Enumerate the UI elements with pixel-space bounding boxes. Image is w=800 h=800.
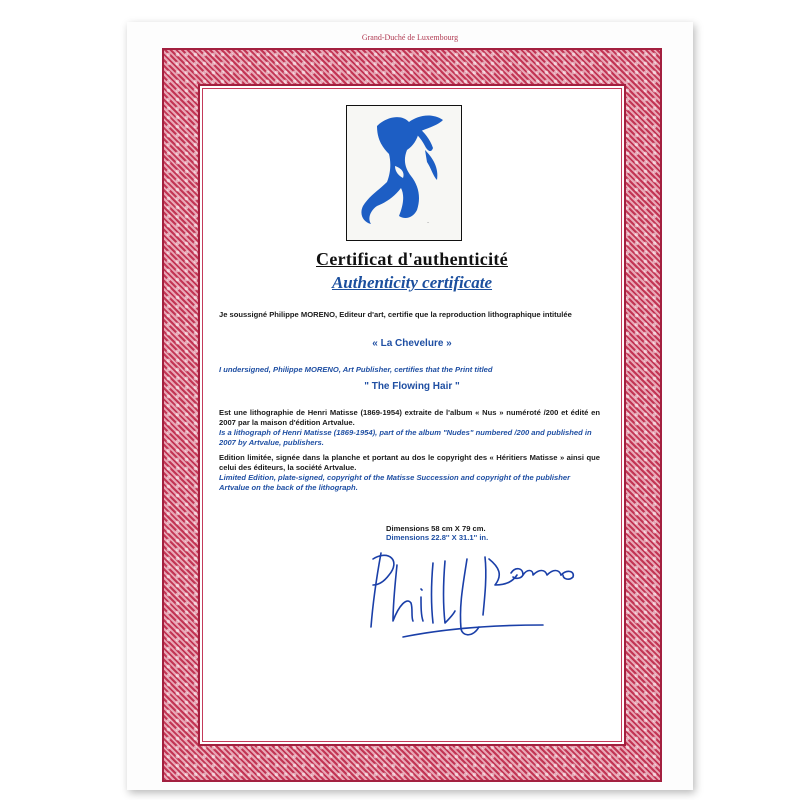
- dimensions-block: [386, 524, 488, 542]
- title-english: Authenticity certificate: [331, 273, 493, 292]
- artwork-thumbnail: [346, 105, 462, 241]
- certificate-page: [127, 22, 693, 790]
- work-title-english: " The Flowing Hair ": [364, 381, 460, 392]
- publisher-signature: [363, 545, 583, 650]
- intro-english: I undersigned, Philippe MORENO, Art Publisher, certifies that the Print titled: [219, 365, 493, 374]
- flowing-hair-figure-image: [347, 106, 461, 240]
- signature-image: [363, 545, 583, 645]
- edition-english: Limited Edition, plate-signed, copyright of the Matisse Succession and copyright of the publisher Artvalue on the back of the lithograph.: [219, 473, 571, 492]
- description-english: Is a lithograph of Henri Matisse (1869-1954), part of the album "Nudes" numbered /200 and published in 2007 by Artvalue, publishers.: [219, 428, 592, 447]
- edition-french: Edition limitée, signée dans la planche et portant au dos le copyright des « Héritiers Matisse » ainsi que celui des éditeurs, la société Artvalue.: [219, 453, 600, 472]
- title-french: Certificat d'authenticité: [316, 249, 508, 269]
- decorative-border: [162, 48, 662, 782]
- work-title-french: « La Chevelure »: [372, 338, 452, 349]
- description-french: Est une lithographie de Henri Matisse (1869-1954) extraite de l'album « Nus » numéroté /200 et édité en 2007 par la maison d'édition Artvalue.: [219, 408, 600, 427]
- location-header: Grand-Duché de Luxembourg: [361, 33, 459, 42]
- intro-french: Je soussigné Philippe MORENO, Editeur d'art, certifie que la reproduction lithographique intitulée: [219, 310, 572, 319]
- dimensions-cm: Dimensions 58 cm X 79 cm.: [386, 524, 486, 533]
- certificate-content: [202, 88, 622, 742]
- dimensions-inches: Dimensions 22.8'' X 31.1'' in.: [386, 533, 489, 542]
- svg-text:~: ~: [427, 220, 430, 225]
